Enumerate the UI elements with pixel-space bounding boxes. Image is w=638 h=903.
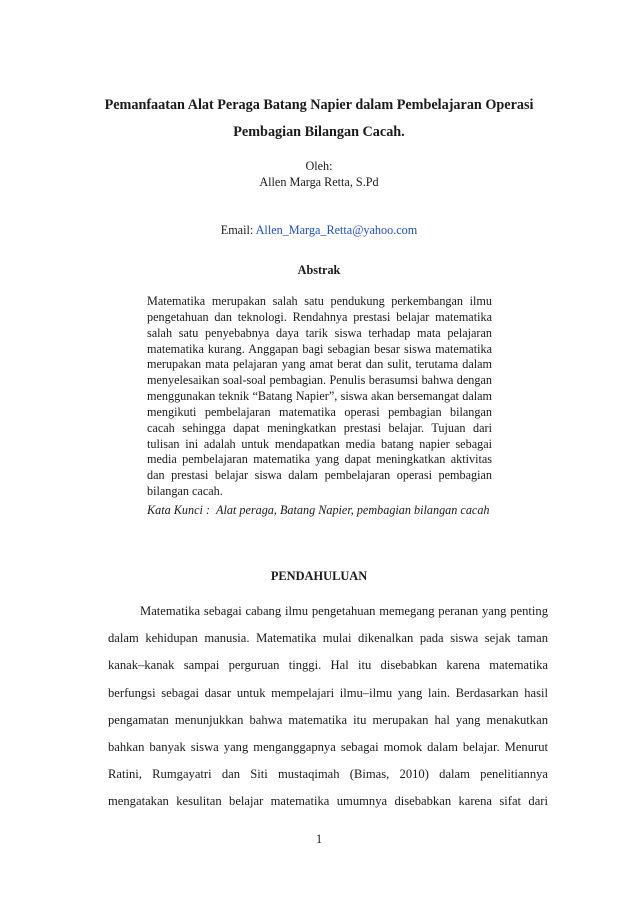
paper-title <box>60 92 578 146</box>
email-line <box>0 222 638 238</box>
page-number: 1 <box>315 832 323 846</box>
intro-paragraph: Matematika sebagai cabang ilmu pengetahuan memegang peranan yang penting dalam kehidupan manusia. Matematika mulai dikenalkan pada siswa sejak taman kanak–kanak sampai perguruan tinggi. Hal itu disebabkan karena matematika berfungsi sebagai dasar untuk mempelajari ilmu–ilmu yang lain. Berdasarkan hasil pengamatan menunjukkan bahwa matematika itu merupakan hal yang menakutkan bahkan banyak siswa yang menganggapnya sebagai momok dalam belajar. Menurut Ratini, Rumgayatri dan Siti mustaqimah (Bimas, 2010) dalam penelitiannya mengatakan kesulitan belajar matematika umumnya disebabkan karena sifat dari <box>108 604 548 809</box>
keywords-text: Alat peraga, Batang Napier, pembagian bilangan cacah <box>216 503 490 517</box>
email-label: Email: <box>220 223 254 237</box>
keywords-label: Kata Kunci : <box>147 503 210 517</box>
section-heading: PENDAHULUAN <box>270 569 368 583</box>
author-name: Allen Marga Retta, S.Pd <box>259 175 379 189</box>
keywords-block <box>147 502 492 518</box>
by-label: Oleh: <box>305 159 333 173</box>
abstract-heading: Abstrak <box>297 263 341 277</box>
title-line-1: Pemanfaatan Alat Peraga Batang Napier dalam Pembelajaran Operasi <box>104 97 534 113</box>
email-link[interactable]: Allen_Marga_Retta@yahoo.com <box>255 223 418 237</box>
title-line-2: Pembagian Bilangan Cacah. <box>233 124 405 140</box>
abstract-text: Matematika merupakan salah satu pendukung perkembangan ilmu pengetahuan dan teknologi. Rendahnya prestasi belajar matematika salah satu penyebabnya daya tarik siswa terhadap mata pelajaran matematika kurang. Anggapan bagi sebagian besar siswa matematika merupakan mata pelajaran yang amat berat dan sulit, terutama dalam menyelesaikan soal-soal pembagian. Penulis berasumsi bahwa dengan menggunakan teknik “Batang Napier”, siswa akan bersemangat dalam mengikuti pembelajaran matematika operasi pembagian bilangan cacah sehingga dapat meningkatkan prestasi belajar. Tujuan dari tulisan ini adalah untuk mendapatkan media batang napier sebagai media pembelajaran matematika yang dapat meningkatkan aktivitas dan prestasi belajar siswa dalam pembelajaran operasi pembagian bilangan cacah. <box>147 294 492 499</box>
